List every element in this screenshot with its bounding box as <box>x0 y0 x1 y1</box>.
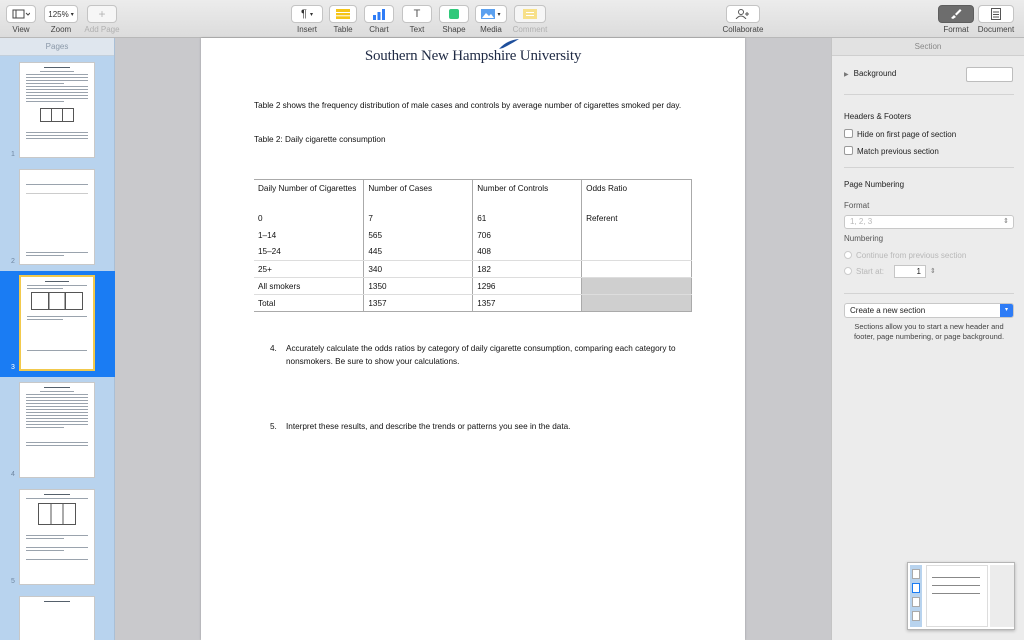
table-row <box>254 244 692 261</box>
hide-first-page-checkbox[interactable] <box>844 129 956 139</box>
media-icon <box>481 9 495 19</box>
table-cell[interactable]: 1350 <box>364 278 473 295</box>
continue-label: Continue from previous section <box>856 251 967 260</box>
background-label: Background <box>853 69 897 78</box>
media-label: Media <box>480 25 502 34</box>
question-5-number: 5. <box>270 422 277 431</box>
page-number-5: 5 <box>11 578 15 585</box>
format-inspector <box>831 38 1024 640</box>
number-format-value: 1, 2, 3 <box>850 217 873 226</box>
table-cell[interactable]: 565 <box>364 227 473 244</box>
background-color-well[interactable] <box>966 67 1013 82</box>
page-number-4: 4 <box>11 471 15 478</box>
table-row <box>254 295 692 312</box>
chart-button[interactable] <box>364 5 394 23</box>
radio-icon <box>844 267 852 275</box>
checkbox-icon <box>844 146 853 155</box>
paintbrush-icon <box>950 9 962 19</box>
question-4-number: 4. <box>270 344 277 353</box>
table-cell[interactable]: 25+ <box>254 261 364 278</box>
table-cell[interactable]: 1357 <box>473 295 582 312</box>
page-numbering-title: Page Numbering <box>844 180 905 189</box>
chevron-down-icon: ▾ <box>309 11 313 18</box>
table-cell[interactable]: 340 <box>364 261 473 278</box>
table-header-row <box>254 180 692 210</box>
match-previous-checkbox[interactable] <box>844 146 939 156</box>
text-button[interactable] <box>402 5 432 23</box>
checkbox-icon <box>844 129 853 138</box>
table-cell[interactable]: Referent <box>582 210 692 227</box>
chevron-down-icon: ▾ <box>70 11 74 18</box>
collaborate-button[interactable] <box>726 5 760 23</box>
table-header-cell[interactable]: Number of Controls <box>473 180 582 210</box>
table-label: Table <box>333 25 353 34</box>
numbering-label: Numbering <box>844 234 884 243</box>
continue-radio[interactable] <box>844 251 966 260</box>
page-thumbnail-5[interactable] <box>19 489 95 585</box>
table-cell[interactable]: 15–24 <box>254 244 364 261</box>
document-canvas[interactable] <box>115 38 831 640</box>
start-at-radio[interactable] <box>844 267 884 276</box>
chart-label: Chart <box>369 25 389 34</box>
comment-icon <box>523 9 537 19</box>
university-logo-text: Southern New Hampshire University <box>364 48 582 64</box>
toolbar <box>0 0 1024 38</box>
question-5-text[interactable]: Interpret these results, and describe the trends or patterns you see in the data. <box>286 422 571 431</box>
start-at-field[interactable] <box>894 265 926 278</box>
table-button[interactable] <box>329 5 357 23</box>
comment-label: Comment <box>512 25 548 34</box>
table-row <box>254 227 692 244</box>
start-at-label: Start at: <box>856 267 885 276</box>
table-header-cell[interactable]: Number of Cases <box>364 180 473 210</box>
sidebar-view-icon <box>12 9 30 19</box>
comment-button[interactable] <box>514 5 546 23</box>
table-row <box>254 210 692 227</box>
table-header-cell[interactable]: Odds Ratio <box>582 180 692 210</box>
table-cell[interactable]: 0 <box>254 210 364 227</box>
create-section-label: Create a new section <box>850 306 926 315</box>
table-cell-shaded[interactable] <box>582 295 692 312</box>
table-cell[interactable]: 61 <box>473 210 582 227</box>
page-thumbnail-4[interactable] <box>19 382 95 478</box>
table-cell[interactable] <box>582 261 692 278</box>
pages-header: Pages <box>0 38 114 56</box>
table-cell[interactable]: 7 <box>364 210 473 227</box>
create-section-button[interactable] <box>844 303 1014 318</box>
format-label: Format <box>844 201 870 210</box>
document-label: Document <box>977 25 1015 34</box>
page-thumbnail-6[interactable] <box>19 596 95 640</box>
inspector-tab-section[interactable]: Section <box>832 38 1024 56</box>
view-label: View <box>12 25 30 34</box>
table-row <box>254 278 692 295</box>
table-cell[interactable]: 182 <box>473 261 582 278</box>
collaborate-label: Collaborate <box>722 25 764 34</box>
chevron-down-icon: ▾ <box>1000 304 1013 317</box>
document-button[interactable] <box>978 5 1014 23</box>
format-button[interactable] <box>938 5 974 23</box>
disclosure-triangle-icon: ▶ <box>844 72 849 78</box>
document-page[interactable] <box>201 38 745 640</box>
hide-first-page-label: Hide on first page of section <box>857 130 957 139</box>
start-at-value: 1 <box>916 267 921 276</box>
shape-button[interactable] <box>439 5 469 23</box>
table-header-cell[interactable]: Daily Number of Cigarettes <box>254 180 364 210</box>
table-cell[interactable] <box>582 244 692 261</box>
format-label: Format <box>943 25 969 34</box>
create-section-help: Sections allow you to start a new header and footer, page numbering, or page background. <box>853 322 1005 341</box>
shape-label: Shape <box>442 25 466 34</box>
page-number-1: 1 <box>11 151 15 158</box>
divider <box>844 293 1014 294</box>
intro-paragraph[interactable]: Table 2 shows the frequency distribution of male cases and controls by average number of cigarettes smoked per day. <box>254 101 682 110</box>
chart-icon <box>372 9 386 20</box>
navigator-minimap[interactable] <box>907 562 1015 630</box>
table-caption[interactable]: Table 2: Daily cigarette consumption <box>254 135 386 144</box>
add-page-label: Add Page <box>84 25 120 34</box>
question-4-text[interactable]: Accurately calculate the odds ratios by category of daily cigarette consumption, comparing each category to nonsmokers. Be sure to show your calculations. <box>286 344 676 366</box>
table-cell[interactable]: 1–14 <box>254 227 364 244</box>
table-cell[interactable]: 1296 <box>473 278 582 295</box>
page-thumbnail-1[interactable] <box>19 62 95 158</box>
page-thumbnail-2[interactable] <box>19 169 95 265</box>
table-cell[interactable]: All smokers <box>254 278 364 295</box>
start-at-stepper[interactable]: ⇕ <box>930 268 936 275</box>
divider <box>844 94 1014 95</box>
table-row <box>254 261 692 278</box>
page-number-2: 2 <box>11 258 15 265</box>
shape-icon <box>449 9 459 19</box>
headers-footers-title: Headers & Footers <box>844 112 912 121</box>
table-cell-shaded[interactable] <box>582 278 692 295</box>
cigarette-table[interactable] <box>254 179 692 312</box>
page-thumbnail-3[interactable] <box>19 275 95 371</box>
zoom-label: Zoom <box>50 25 72 34</box>
zoom-select[interactable] <box>44 5 78 23</box>
page-number-3: 3 <box>11 364 15 371</box>
match-previous-label: Match previous section <box>857 147 939 156</box>
paragraph-icon: ¶ <box>301 8 307 20</box>
chevron-down-icon: ▾ <box>497 11 501 18</box>
insert-label: Insert <box>296 25 317 34</box>
pages-sidebar <box>0 38 115 640</box>
text-box-icon: T <box>413 8 421 20</box>
table-icon <box>336 9 350 19</box>
background-disclosure[interactable] <box>844 69 896 78</box>
document-icon <box>991 8 1001 20</box>
add-page-button[interactable] <box>87 5 117 23</box>
number-format-select[interactable] <box>844 215 1014 229</box>
chevron-updown-icon: ⇕ <box>1003 218 1009 225</box>
table-cell[interactable]: 706 <box>473 227 582 244</box>
view-button[interactable] <box>6 5 36 23</box>
zoom-value: 125% <box>48 9 69 19</box>
insert-button[interactable] <box>291 5 323 23</box>
table-cell[interactable]: 408 <box>473 244 582 261</box>
table-cell[interactable]: Total <box>254 295 364 312</box>
media-button[interactable] <box>475 5 507 23</box>
table-cell[interactable]: 1357 <box>364 295 473 312</box>
text-label: Text <box>409 25 425 34</box>
plus-icon: + <box>98 7 106 21</box>
radio-icon <box>844 251 852 259</box>
table-cell[interactable] <box>582 227 692 244</box>
table-cell[interactable]: 445 <box>364 244 473 261</box>
collaborate-icon <box>735 9 751 19</box>
divider <box>844 167 1014 168</box>
